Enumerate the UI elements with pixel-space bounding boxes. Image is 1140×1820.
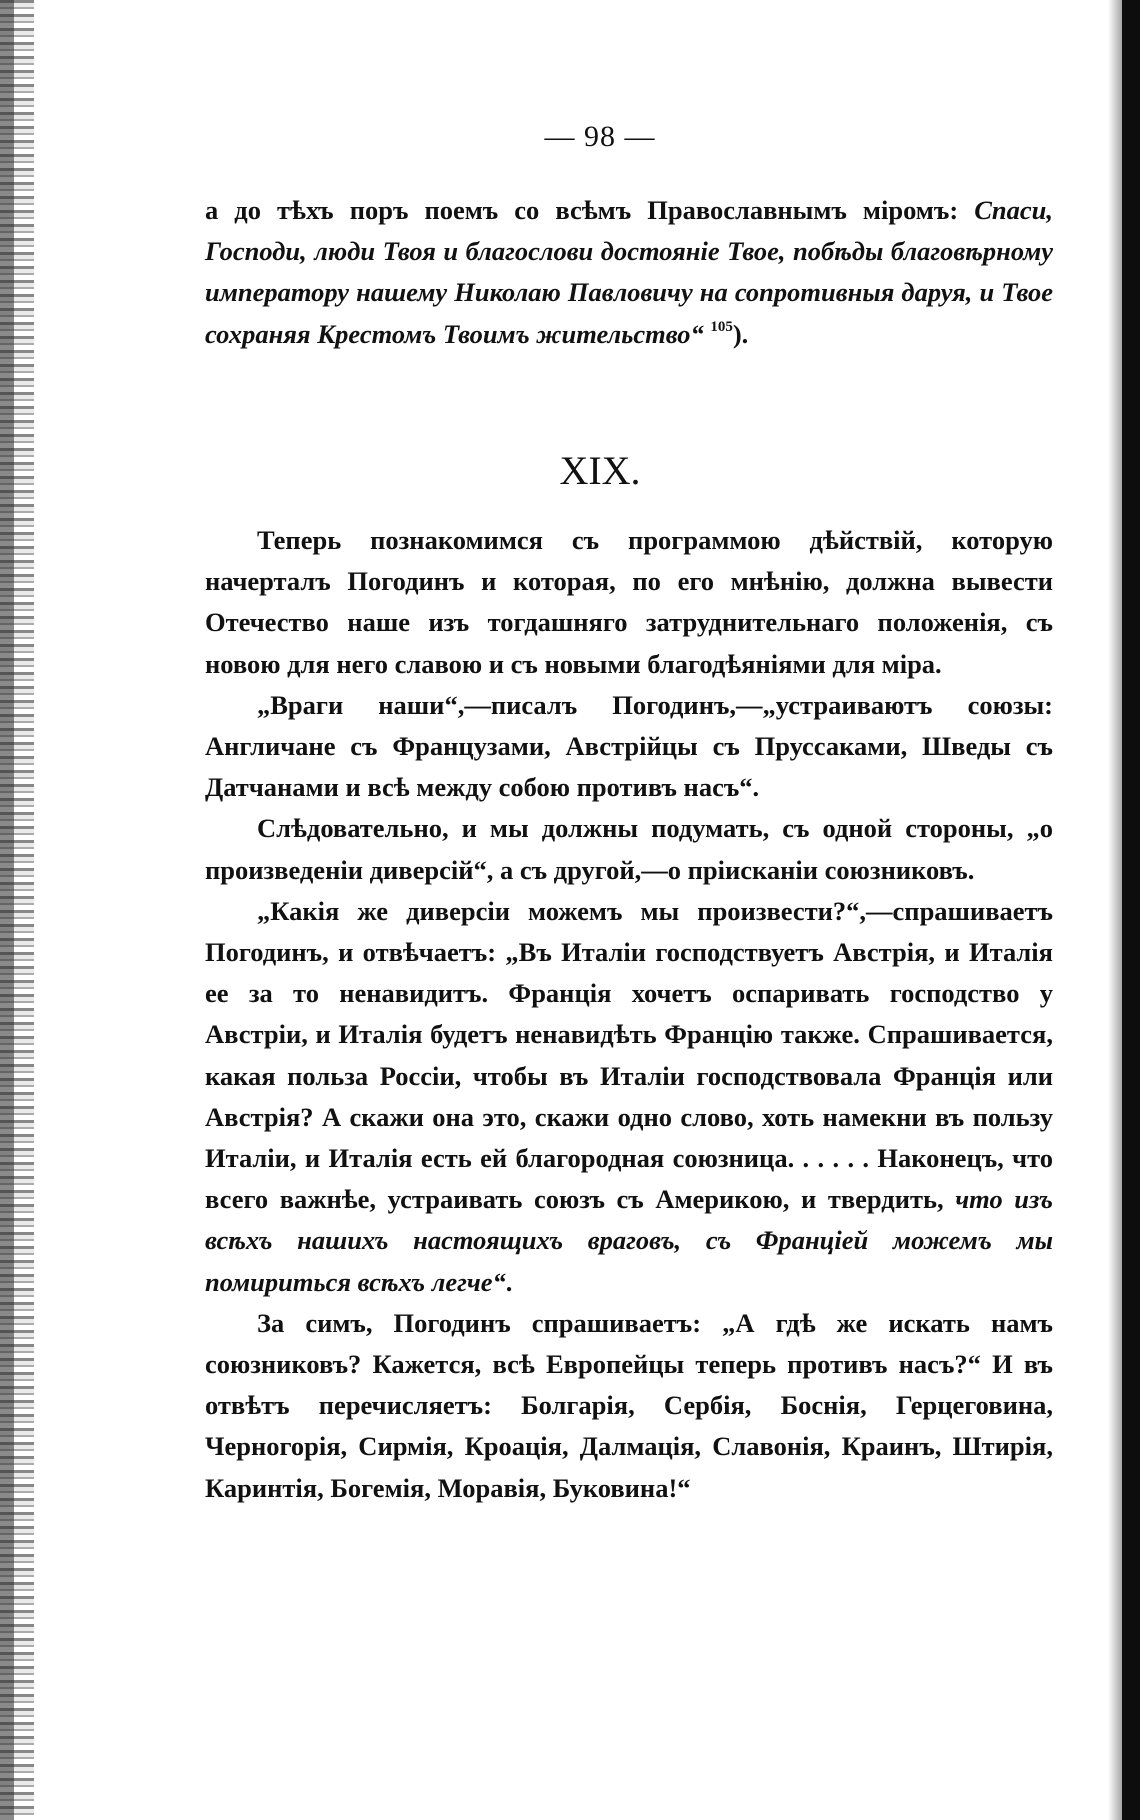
page-number: — 98 — <box>544 120 656 153</box>
opening-plain-text: а до тѣхъ поръ поемъ со всѣмъ Православнымъ міромъ: <box>205 195 959 225</box>
paragraph-4-plain: „Какія же диверсіи можемъ мы произвести?“,—спрашиваетъ Погодинъ, и отвѣчаетъ: „Въ Италіи господствуетъ Австрія, и Италія ее за то ненавидитъ. Франція хочетъ оспаривать господство у Австріи, и Италія будетъ ненавидѣть Францію также. Спрашивается, какая польза Россіи, чтобы въ Италіи господствовала Франція или Австрія? А скажи она это, скажи одно слово, хоть намекни въ пользу Италіи, и Италія есть ей благородная союзница. . . . . . Наконецъ, что всего важнѣе, устраивать союзъ съ Америкою, и твердить, <box>205 895 1053 1215</box>
footnote-reference[interactable]: 105 <box>710 318 733 335</box>
section-heading: XIX. <box>559 448 641 493</box>
scan-right-edge <box>1122 0 1140 1820</box>
paragraph-4 <box>205 891 1053 1303</box>
opening-tail: ). <box>732 318 749 349</box>
section-body <box>205 520 1053 1509</box>
opening-paragraph <box>205 190 1053 355</box>
paragraph-4-italic: что изъ всѣхъ нашихъ настоящихъ враговъ, съ Франціей можемъ мы помириться всѣхъ легче“ <box>205 1184 1053 1297</box>
paragraph-5: За симъ, Погодинъ спрашиваетъ: „А гдѣ же искать намъ союзниковъ? Кажется, всѣ Европейцы теперь противъ насъ?“ И въ отвѣтъ перечисляетъ: Болгарія, Сербія, Боснія, Герцеговина, Черногорія, Сирмія, Кроація, Далмація, Славонія, Краинъ, Штирія, Каринтія, Богемія, Моравія, Буковина!“ <box>205 1307 1053 1503</box>
paragraph-1: Теперь познакомимся съ программою дѣйствій, которую начерталъ Погодинъ и которая, по его мнѣнію, должна вывести Отечество наше изъ тогдашняго затруднительнаго положенія, съ новою для него славою и съ новыми благодѣяніями для міра. <box>205 525 1053 679</box>
scan-left-edge-dark <box>0 0 14 1820</box>
scan-right-shadow <box>1108 0 1122 1820</box>
prayer-quote: Спаси, Господи, люди Твоя и благослови достояніе Твое, побѣды благовѣрному императору нашему Николаю Павловичу на сопротивныя даруя, и Твое сохраняя Крестомъ Твоимъ жительство“ <box>205 195 1053 349</box>
paragraph-2: „Враги наши“,—писалъ Погодинъ,—„устраиваютъ союзы: Англичане съ Французами, Австрійцы съ Пруссаками, Шведы съ Датчанами и всѣ между собою противъ насъ“. <box>205 689 1053 803</box>
paragraph-3: Слѣдовательно, и мы должны подумать, съ одной стороны, „о произведеніи диверсій“, а съ другой,—о пріисканіи союзниковъ. <box>205 813 1053 885</box>
paragraph-4-tail: . <box>505 1266 513 1297</box>
